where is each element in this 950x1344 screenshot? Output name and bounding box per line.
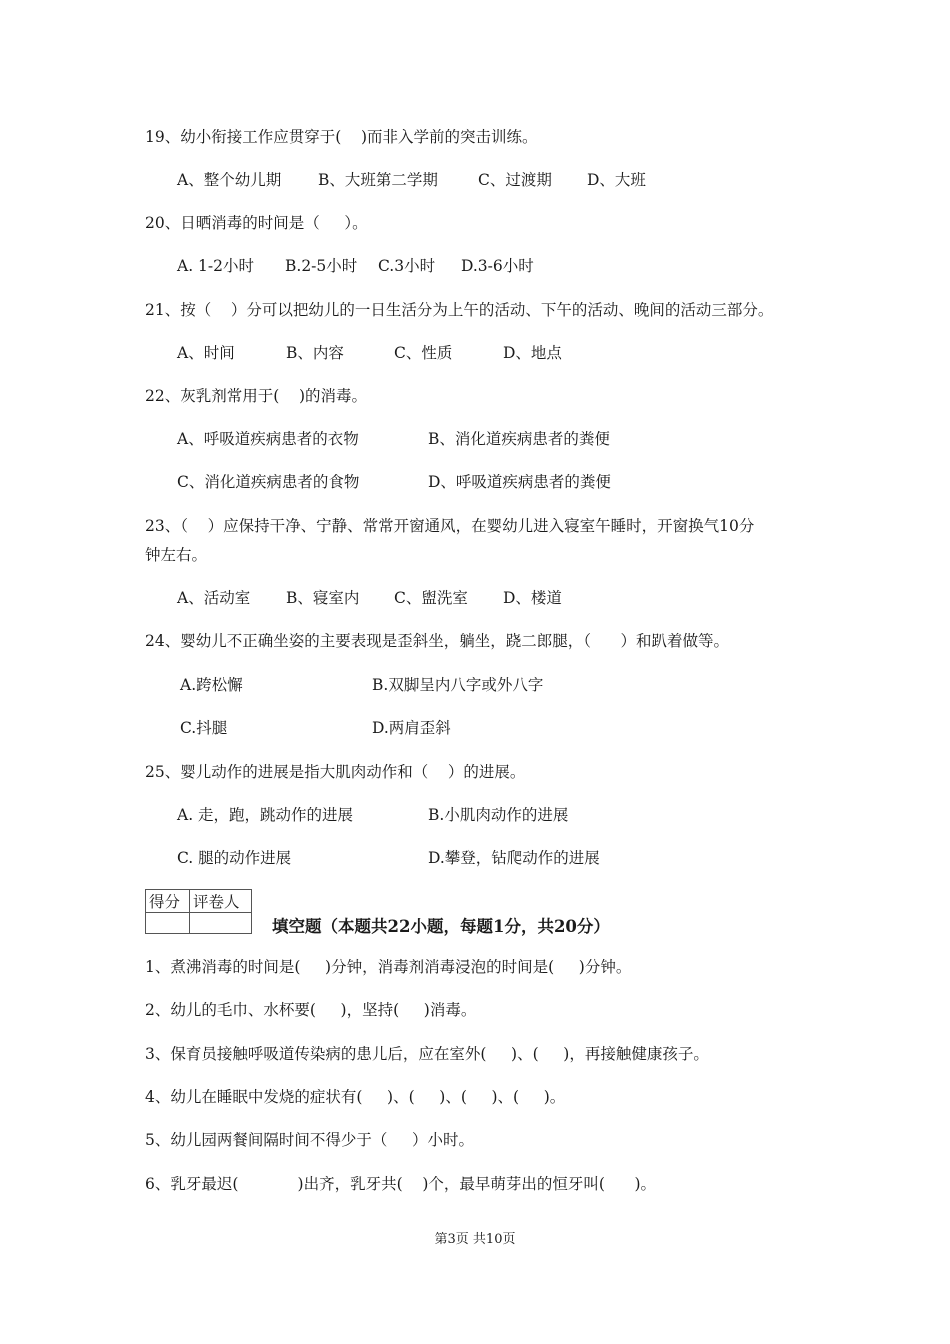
question-20-option-b: B.2-5小时 bbox=[285, 257, 358, 275]
question-25-option-c: C. 腿的动作进展 bbox=[177, 849, 292, 867]
question-19-option-a: A、整个幼儿期 bbox=[177, 171, 282, 189]
question-22-stem: 22、灰乳剂常用于( )的消毒。 bbox=[145, 387, 368, 405]
score-box bbox=[145, 889, 252, 934]
question-24-option-a: A.跨松懈 bbox=[180, 676, 243, 694]
question-24-option-d: D.两肩歪斜 bbox=[372, 719, 451, 737]
fill-question-6: 6、乳牙最迟( )出齐，乳牙共( )个，最早萌芽出的恒牙叫( )。 bbox=[145, 1175, 657, 1193]
question-20-option-c: C.3小时 bbox=[378, 257, 436, 275]
score-box-header-score: 得分 bbox=[146, 890, 190, 913]
question-23-stem-line1: 23、（ ）应保持干净、宁静、常常开窗通风，在婴幼儿进入寝室午睡时，开窗换气10分 bbox=[145, 517, 755, 535]
question-19-stem: 19、幼小衔接工作应贯穿于( )而非入学前的突击训练。 bbox=[145, 128, 538, 146]
fill-question-4: 4、幼儿在睡眠中发烧的症状有( )、( )、( )、( )。 bbox=[145, 1088, 566, 1106]
fill-question-3: 3、保育员接触呼吸道传染病的患儿后，应在室外( )、( )，再接触健康孩子。 bbox=[145, 1045, 709, 1063]
question-22-option-a: A、呼吸道疾病患者的衣物 bbox=[177, 430, 359, 448]
question-24-option-b: B.双脚呈内八字或外八字 bbox=[372, 676, 544, 694]
question-21-option-c: C、性质 bbox=[394, 344, 453, 362]
section-title-fill-in: 填空题（本题共22小题，每题1分，共20分） bbox=[272, 917, 610, 936]
question-22-option-c: C、消化道疾病患者的食物 bbox=[177, 473, 360, 491]
question-25-stem: 25、婴儿动作的进展是指大肌肉动作和（ ）的进展。 bbox=[145, 763, 526, 781]
question-20-stem: 20、日晒消毒的时间是（ ）。 bbox=[145, 214, 368, 232]
score-box-header-grader: 评卷人 bbox=[190, 890, 252, 913]
question-23-option-a: A、活动室 bbox=[177, 589, 251, 607]
fill-question-5: 5、幼儿园两餐间隔时间不得少于（ ）小时。 bbox=[145, 1131, 474, 1149]
score-box-score-cell bbox=[146, 913, 190, 934]
question-23-stem-line2: 钟左右。 bbox=[145, 546, 208, 564]
question-22-option-b: B、消化道疾病患者的粪便 bbox=[428, 430, 610, 448]
question-23-option-d: D、楼道 bbox=[503, 589, 562, 607]
score-box-grader-cell bbox=[190, 913, 252, 934]
question-23-option-c: C、盥洗室 bbox=[394, 589, 468, 607]
question-19-option-b: B、大班第二学期 bbox=[318, 171, 438, 189]
question-23-option-b: B、寝室内 bbox=[286, 589, 360, 607]
question-19-option-c: C、过渡期 bbox=[478, 171, 552, 189]
fill-question-1: 1、煮沸消毒的时间是( )分钟，消毒剂消毒浸泡的时间是( )分钟。 bbox=[145, 958, 632, 976]
question-22-option-d: D、呼吸道疾病患者的粪便 bbox=[428, 473, 611, 491]
question-21-option-a: A、时间 bbox=[177, 344, 235, 362]
question-21-stem: 21、按（ ）分可以把幼儿的一日生活分为上午的活动、下午的活动、晚间的活动三部分。 bbox=[145, 301, 774, 319]
question-25-option-a: A. 走，跑，跳动作的进展 bbox=[177, 806, 354, 824]
question-21-option-d: D、地点 bbox=[503, 344, 562, 362]
question-20-option-d: D.3-6小时 bbox=[461, 257, 534, 275]
question-20-option-a: A. 1-2小时 bbox=[177, 257, 255, 275]
question-19-option-d: D、大班 bbox=[587, 171, 646, 189]
question-24-stem: 24、婴幼儿不正确坐姿的主要表现是歪斜坐，躺坐，跷二郎腿，（ ）和趴着做等。 bbox=[145, 632, 730, 650]
page-footer: 第3页 共10页 bbox=[434, 1232, 516, 1247]
question-24-option-c: C.抖腿 bbox=[180, 719, 228, 737]
question-21-option-b: B、内容 bbox=[286, 344, 344, 362]
question-25-option-b: B.小肌肉动作的进展 bbox=[428, 806, 569, 824]
fill-question-2: 2、幼儿的毛巾、水杯要( )，坚持( )消毒。 bbox=[145, 1001, 477, 1019]
question-25-option-d: D.攀登，钻爬动作的进展 bbox=[428, 849, 600, 867]
